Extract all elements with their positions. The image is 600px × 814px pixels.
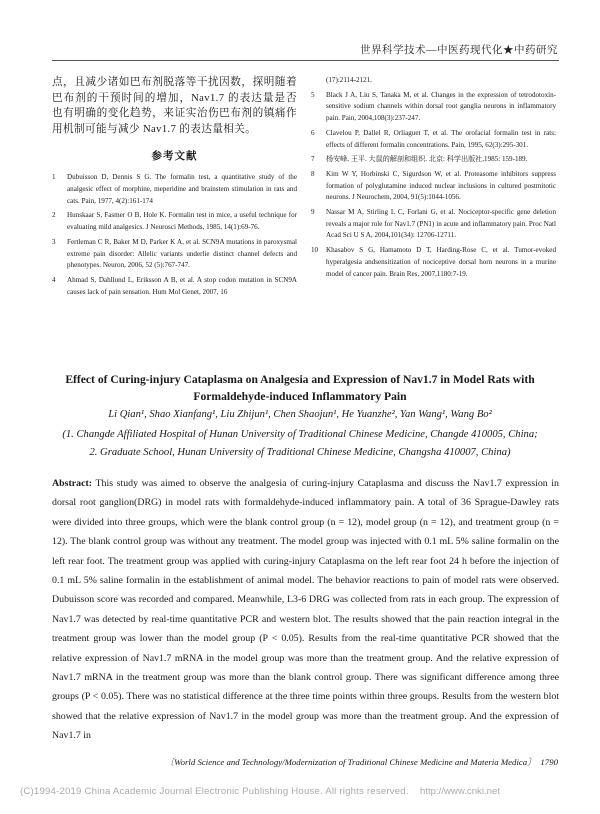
copyright-url: http://www.cnki.net xyxy=(420,786,500,797)
reference-item xyxy=(311,169,556,204)
reference-continuation: (17):2114-2121. xyxy=(326,76,373,84)
abstract xyxy=(52,474,559,746)
reference-item xyxy=(311,245,556,280)
reference-number: 1 xyxy=(52,173,56,182)
reference-text: Fertleman C R, Baker M D, Parker K A, et al. SCN9A mutations in paroxysmal extreme pain disorder: Allelic variants underlie distinct channel defects and phenotypes. Neuron, 2006, 52 (5):767-747. xyxy=(67,237,297,270)
reference-number: 5 xyxy=(311,90,315,99)
reference-text: Kim W Y, Horbinski C, Sigurdson W, et al. Proteasome inhibitors suppress formation of polyglutamine induced nuclear inclusions in cultured postmitotic neurons. J Neurochem, 2004, 91(5):1044-1056. xyxy=(326,169,556,202)
abstract-label: Abstract: xyxy=(52,478,93,489)
reference-list-left xyxy=(52,172,297,298)
reference-text: Nassar M A, Stirling L C, Forlani G, et al. Nociceptor-specific gene deletion reveals a major role for Nav1.7 (PN1) in acute and inflammatory pain. Proc Natl Acad Sci U S A, 2004,101(34): 12706-12711. xyxy=(326,208,556,240)
page-number: 1790 xyxy=(540,757,558,767)
right-column xyxy=(311,75,556,283)
reference-number: 10 xyxy=(311,246,319,255)
references-heading: 参考文献 xyxy=(151,151,198,163)
copyright-notice: (C)1994-2019 China Academic Journal Electronic Publishing House. All rights reserved. xyxy=(20,786,409,797)
reference-text: Ahmad S, Dahllund L, Eriksson A B, et al. A stop codon mutation in SCN9A causes lack of pain sensation. Hum Mol Genet, 2007, 16 xyxy=(67,276,297,296)
conclusion-paragraph: 点，且减少诸如巴布剂脱落等干扰因数，探明随着巴布剂的干预时间的增加，Nav1.7 的表达量是否也有明确的变化趋势，来证实治伤巴布剂的镇痛作用机制可能与减少 Nav1.7 的表达量相关。 xyxy=(52,77,297,135)
affiliation-line: 2. Graduate School, Hunan University of Traditional Chinese Medicine, Changsha 410007, China) xyxy=(89,447,511,458)
reference-text: Black J A, Liu S, Tanaka M, et al. Changes in the expression of tetrodotoxin-sensitive sodium channels within dorsal root ganglia neurons in inflammatory pain. Pain, 2004,108(3):237-247. xyxy=(326,90,556,123)
reference-item xyxy=(311,154,556,166)
reference-list-right xyxy=(311,90,556,281)
reference-item xyxy=(52,210,297,233)
reference-text: Dubuisson D, Dennis S G. The formalin test, a quantitative study of the analgesic effect of morphine, meperidine and brainstem stimulation in rats and cats. Pain, 1977, 4(2):161-174 xyxy=(67,173,297,205)
reference-text: Hunskaar S, Fasmer O B, Hole K. Formalin test in mice, a useful technique for evaluating mild analgesics. J Neurosci Methods, 1985, 14(1):69-76. xyxy=(67,211,297,232)
reference-item xyxy=(52,237,297,272)
reference-item xyxy=(311,207,556,242)
reference-text: 杨安峰, 王平. 大鼠的解剖和组织. 北京: 科学出版社,1985: 159-189. xyxy=(326,155,528,164)
reference-number: 3 xyxy=(52,237,56,246)
author-list: Li Qian¹, Shao Xianfang¹, Liu Zhijun¹, Chen Shaojun¹, He Yuanzhe², Yan Wang¹, Wang Bo² xyxy=(108,409,492,420)
footer-citation xyxy=(165,755,558,768)
running-header: 世界科学技术—中医药现代化★中药研究 xyxy=(360,45,558,56)
affiliation-line: (1. Changde Affiliated Hospital of Hunan University of Traditional Chinese Medicine, Changde 410005, China; xyxy=(62,429,538,440)
english-title-line: Formaldehyde-induced Inflammatory Pain xyxy=(193,390,407,403)
english-title-line: Effect of Curing-injury Cataplasma on Analgesia and Expression of Nav1.7 in Model Rats with xyxy=(65,373,535,386)
reference-item xyxy=(311,90,556,125)
english-title xyxy=(30,371,570,405)
reference-number: 9 xyxy=(311,208,315,217)
reference-text: Khasabov S G, Hamamoto D T, Harding-Rose C, et al. Tumor-evoked hyperalgesia andsensitization of nociceptive dorsal horn neurons in a murine model of cancer pain. Brain Res, 2007,1180:7-19. xyxy=(326,246,556,278)
abstract-text: This study was aimed to observe the analgesia of curing-injury Cataplasma and discuss the Nav1.7 expression in dorsal root ganglion(DRG) in model rats with formaldehyde-induced inflammatory pain. A total of 36 Sprague-Dawley rats were divided into three groups, which were the blank control group (n = 12), model group (n = 12), and treatment group (n = 12). The blank control group was without any treatment. The model group was injected with 0.1 mL 5% saline formalin on the left rear foot. The treatment group was applied with curing-injury Cataplasma on the left rear foot 24 h before the injection of 0.1 mL 5% saline formalin in the establishment of animal model. The behavior reactions to pain of model rats were observed. Dubuisson score was recorded and compared. Meanwhile, L3-6 DRG was collected from rats in each group. The expression of Nav1.7 was detected by real-time quantitative PCR and western blot. The results showed that the pain reaction integral in the treatment group was lower than the model group (P < 0.05). Results from the real-time quantitative PCR showed that the relative expression of Nav1.7 mRNA in the model group was more than the treatment group. And the relative expression of Nav1.7 mRNA in the treatment group was more than the blank control group. There was significant difference among three groups (P < 0.05). There was no statistical difference at the three time points within three groups. Results from the western blot showed that the relative expression of Nav1.7 in the model group was more than the treatment group. And the expression of Nav1.7 in xyxy=(52,478,559,742)
journal-citation: 〔World Science and Technology/Modernization of Traditional Chinese Medicine and Materia Medica〕 xyxy=(165,757,536,767)
reference-number: 4 xyxy=(52,276,56,284)
reference-item xyxy=(52,172,297,207)
reference-number: 2 xyxy=(52,211,56,220)
reference-number: 8 xyxy=(311,169,315,178)
reference-text: Clavelou P, Dallel R, Orliaguet T, et al. The orofacial formalin test in rats: effects of different formalin concentrations. Pain, 1995, 62(3):295-301. xyxy=(326,128,556,149)
affiliations xyxy=(30,426,570,462)
header-rule xyxy=(52,60,559,61)
reference-number: 7 xyxy=(311,155,315,164)
reference-item xyxy=(311,128,556,151)
reference-item xyxy=(52,275,297,298)
reference-number: 6 xyxy=(311,128,315,137)
left-column xyxy=(52,75,297,301)
